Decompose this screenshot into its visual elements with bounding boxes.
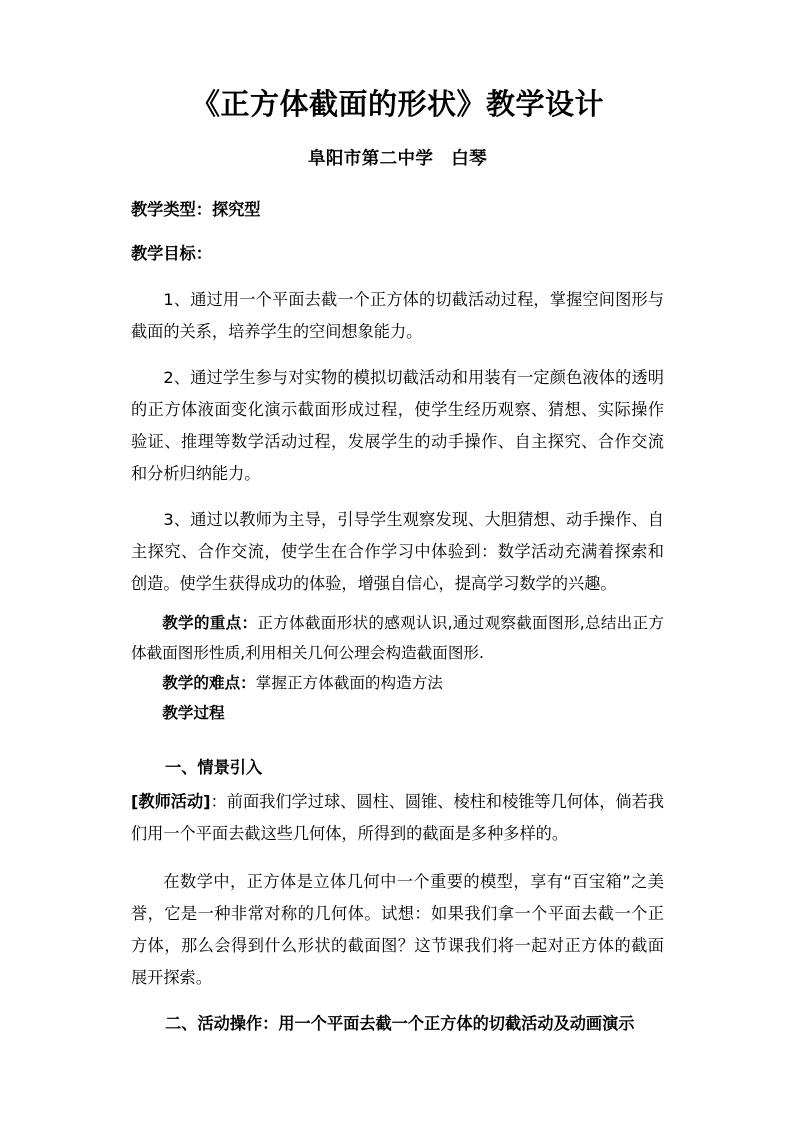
objectives-label: 教学目标：: [131, 244, 212, 263]
key-point-value: 正方体截面形状的感观认识,通过观察截面图形,总结出正方体截面图形性质,利用相关几何公理会构造截面图形.: [131, 614, 664, 662]
teacher-activity-line: [131, 786, 664, 850]
document-subtitle-author: 阜阳市第二中学 白琴: [308, 149, 487, 169]
objective-item-1: 1、通过用一个平面去截一个正方体的切截活动过程，掌握空间图形与截面的关系，培养学生的空间想象能力。: [131, 290, 664, 341]
section-one-heading: 一、情景引入: [165, 758, 263, 777]
teacher-activity-text: ：前面我们学过球、圆柱、圆锥、棱柱和棱锥等几何体，倘若我们用一个平面去截这些几何体，所得到的截面是多种多样的。: [131, 792, 664, 843]
section-two-heading: 二、活动操作：用一个平面去截一个正方体的切截活动及动画演示: [165, 1014, 635, 1033]
teacher-activity-tag: [教师活动]: [131, 792, 211, 811]
key-point-label: 教学的重点：: [162, 614, 258, 632]
objective-item-2: 2、通过学生参与对实物的模拟切截活动和用装有一定颜色液体的透明的正方体液面变化演示截面形成过程，使学生经历观察、猜想、实际操作验证、推理等数学活动过程，发展学生的动手操作、自主探究、合作交流和分析归纳能力。: [131, 368, 664, 483]
teaching-type-line: [131, 194, 664, 226]
teaching-type-value: 探究型: [211, 200, 261, 219]
teaching-process-label: 教学过程: [162, 704, 225, 722]
page-title: 《正方体截面的形状》教学设计: [190, 87, 604, 121]
teaching-type-label: 教学类型：: [131, 200, 212, 219]
document-content: [131, 0, 664, 1040]
key-point-line: [131, 608, 664, 668]
objective-item-3: 3、通过以教师为主导，引导学生观察发现、大胆猜想、动手操作、自主探究、合作交流，使学生在合作学习中体验到：数学活动充满着探索和创造。使学生获得成功的体验，增强自信心，提高学习数学的兴趣。: [131, 510, 664, 593]
section-one-paragraph: 在数学中，正方体是立体几何中一个重要的模型，享有“百宝箱”之美誉，它是一种非常对称的几何体。试想：如果我们拿一个平面去截一个正方体，那么会得到什么形状的截面图？这节课我们将一起对正方体的截面展开探索。: [131, 872, 664, 987]
difficult-point-line: [131, 668, 664, 698]
difficult-point-value: 掌握正方体截面的构造方法: [255, 674, 443, 692]
difficult-point-label: 教学的难点：: [162, 674, 256, 692]
